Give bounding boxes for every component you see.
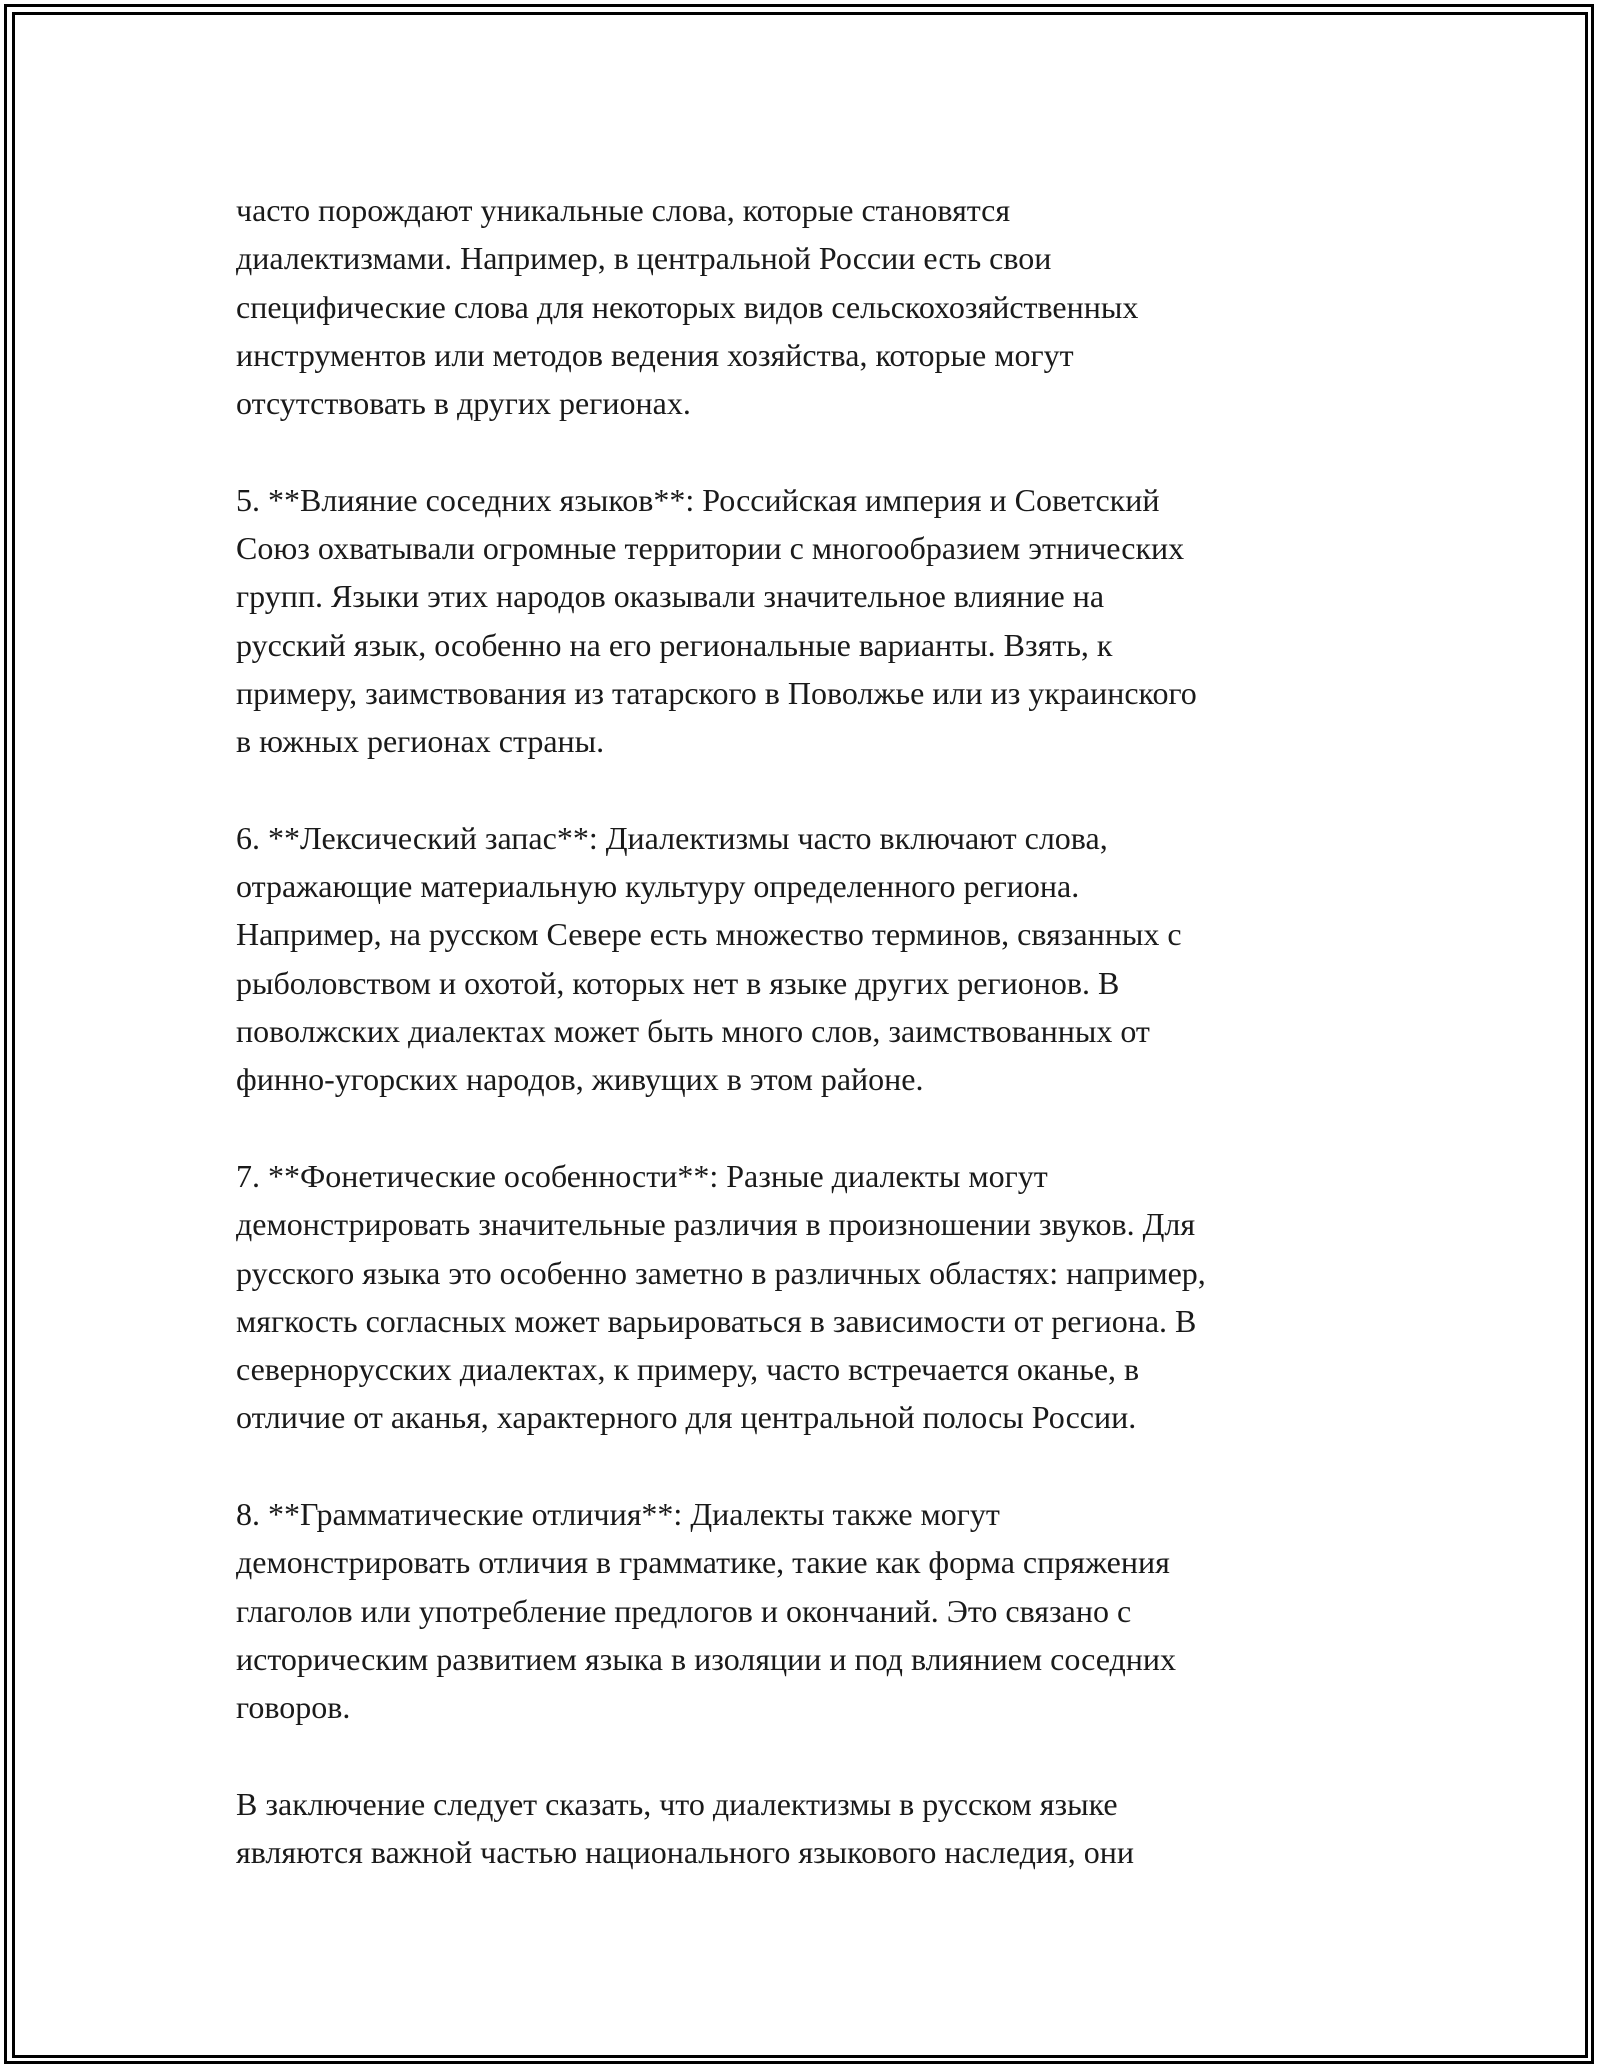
text-line: финно-угорских народов, живущих в этом районе. — [236, 1061, 924, 1098]
text-line: часто порождают уникальные слова, которые становятся — [236, 192, 1011, 228]
text-line: В заключение следует сказать, что диалектизмы в русском языке — [236, 1785, 1118, 1822]
document-body — [236, 186, 1356, 1876]
text-line: глаголов или употребление предлогов и окончаний. Это связано с — [236, 1592, 1132, 1629]
text-line: рыболовством и охотой, которых нет в языке других регионов. В — [236, 964, 1120, 1001]
text-line: севернорусских диалектах, к примеру, часто встречается оканье, в — [236, 1351, 1140, 1388]
paragraph-gap — [236, 1732, 1356, 1780]
paragraph-gap — [236, 766, 1356, 814]
paragraph-item-7 — [236, 1152, 1356, 1442]
text-line: отражающие материальную культуру определенного региона. — [236, 868, 1080, 905]
paragraph-item-5 — [236, 476, 1356, 766]
text-line: русского языка это особенно заметно в различных областях: например, — [236, 1254, 1206, 1291]
paragraph-gap — [236, 1442, 1356, 1490]
text-line: отличие от аканья, характерного для центральной полосы России. — [236, 1399, 1137, 1436]
text-line: Союз охватывали огромные территории с многообразием этнических — [236, 530, 1185, 567]
text-line: говоров. — [236, 1689, 351, 1726]
text-line: групп. Языки этих народов оказывали значительное влияние на — [236, 578, 1105, 615]
text-line: 7. **Фонетические особенности**: Разные диалекты могут — [236, 1157, 1048, 1194]
paragraph-gap — [236, 1104, 1356, 1152]
text-line: 8. **Грамматические отличия**: Диалекты также могут — [236, 1496, 1000, 1533]
text-line: историческим развитием языка в изоляции и под влиянием соседних — [236, 1640, 1177, 1677]
text-line: диалектизмами. Например, в центральной России есть свои — [236, 240, 1052, 277]
paragraph-conclusion — [236, 1780, 1356, 1877]
text-line: отсутствовать в других регионах. — [236, 385, 691, 422]
text-line: демонстрировать отличия в грамматике, такие как форма спряжения — [236, 1544, 1170, 1581]
text-line: специфические слова для некоторых видов сельскохозяйственных — [236, 288, 1139, 325]
text-line: 6. **Лексический запас**: Диалектизмы часто включают слова, — [236, 819, 1108, 856]
paragraph-item-8 — [236, 1490, 1356, 1731]
text-line: поволжских диалектах может быть много слов, заимствованных от — [236, 1013, 1150, 1050]
text-line: мягкость согласных может варьироваться в зависимости от региона. В — [236, 1302, 1197, 1339]
text-line: примеру, заимствования из татарского в Поволжье или из украинского — [236, 674, 1197, 711]
text-line: русский язык, особенно на его региональные варианты. Взять, к — [236, 626, 1113, 663]
text-line: являются важной частью национального языкового наследия, они — [236, 1834, 1134, 1871]
text-line: инструментов или методов ведения хозяйства, которые могут — [236, 336, 1074, 373]
paragraph-item-6 — [236, 814, 1356, 1104]
text-line: демонстрировать значительные различия в произношении звуков. Для — [236, 1206, 1196, 1243]
paragraph-intro-continuation — [236, 186, 1356, 427]
paragraph-gap — [236, 427, 1356, 475]
text-line: 5. **Влияние соседних языков**: Российская империя и Советский — [236, 481, 1160, 518]
text-line: Например, на русском Севере есть множество терминов, связанных с — [236, 916, 1182, 953]
text-line: в южных регионах страны. — [236, 723, 605, 760]
